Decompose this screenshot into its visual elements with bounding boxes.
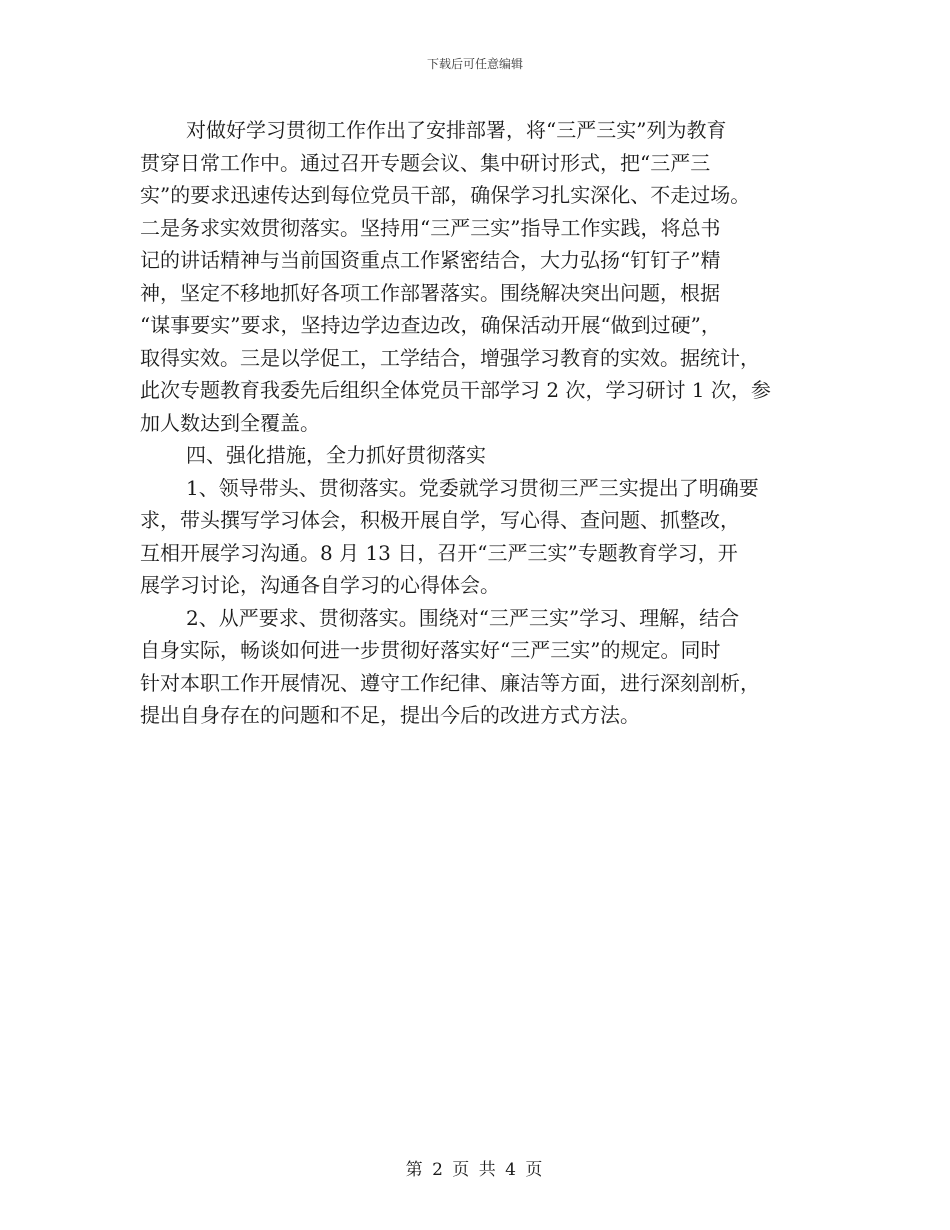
page-header-note: 下载后可任意编辑: [426, 57, 523, 71]
body-line: 神，坚定不移地抓好各项工作部署落实。围绕解决突出问题，根据: [140, 280, 720, 305]
body-line: 求，带头撰写学习体会，积极开展自学，写心得、查问题、抓整改，: [140, 508, 740, 532]
body-line: “谋事要实”要求，坚持边学边查边改，确保活动开展“做到过硬”，: [140, 313, 721, 337]
body-line: 二是务求实效贯彻落实。坚持用“三严三实”指导工作实践，将总书: [140, 215, 721, 240]
body-line: 实”的要求迅速传达到每位党员干部，确保学习扎实深化、不走过场。: [140, 183, 751, 207]
document-body: [140, 114, 810, 732]
body-line: 对做好学习贯彻工作作出了安排部署，将“三严三实”列为教育: [186, 118, 727, 142]
body-line: 展学习讨论，沟通各自学习的心得体会。: [140, 573, 500, 597]
body-line: 针对本职工作开展情况、遵守工作纪律、廉洁等方面，进行深刻剖析，: [140, 670, 760, 695]
body-line: 贯穿日常工作中。通过召开专题会议、集中研讨形式，把“三严三: [140, 150, 711, 175]
body-line: 取得实效。三是以学促工，工学结合，增强学习教育的实效。据统计，: [140, 345, 760, 370]
body-line: 1、领导带头、贯彻落实。党委就学习贯彻三严三实提出了明确要: [186, 475, 759, 500]
body-line: 提出自身存在的问题和不足，提出今后的改进方式方法。: [140, 703, 640, 727]
body-line: 互相开展学习沟通。8 月 13 日，召开“三严三实”专题教育学习，开: [140, 540, 738, 565]
body-line: 记的讲话精神与当前国资重点工作紧密结合，大力弘扬“钉钉子”精: [140, 248, 721, 272]
body-line: 此次专题教育我委先后组织全体党员干部学习 2 次，学习研讨 1 次，参: [140, 378, 771, 402]
body-line: 自身实际，畅谈如何进一步贯彻好落实好“三严三实”的规定。同时: [140, 638, 721, 662]
body-line: 加人数达到全覆盖。: [140, 410, 320, 435]
page-number: 第 2 页 共 4 页: [405, 1160, 545, 1180]
section-heading: 四、强化措施，全力抓好贯彻落实: [186, 443, 486, 467]
body-line: 2、从严要求、贯彻落实。围绕对“三严三实”学习、理解，结合: [186, 605, 740, 630]
